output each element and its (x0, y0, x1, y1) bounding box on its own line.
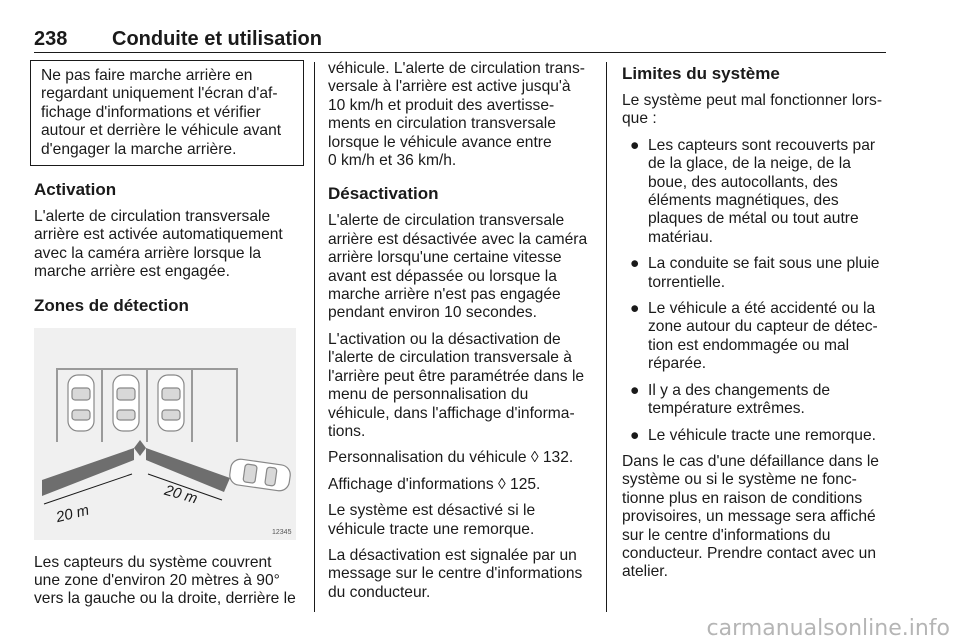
list-item-line: Il y a des changements de (648, 381, 831, 399)
bullet-icon: ● (630, 381, 640, 399)
warning-box (30, 60, 304, 166)
intro-text: lorsque le véhicule avance entre (328, 133, 552, 151)
list-item-line: température extrêmes. (648, 400, 805, 418)
list-item (622, 137, 890, 247)
caption-text: Les capteurs du système couvrent (34, 553, 272, 571)
deactivation-text: arrière est désactivée avec la caméra (328, 230, 588, 248)
warning-line: Ne pas faire marche arrière en (41, 67, 253, 84)
trailer-text: véhicule tracte une remorque. (328, 520, 535, 538)
page-number: 238 (34, 28, 68, 50)
bullet-icon: ● (630, 300, 640, 318)
failure-text: atelier. (622, 563, 668, 581)
column-divider-1 (314, 62, 315, 612)
deactivation-text: avant est dépassée ou lorsque la (328, 267, 557, 285)
intro-text: versale à l'arrière est active jusqu'à (328, 78, 571, 96)
activation-text: arrière est activée automatiquement (34, 226, 283, 244)
parking-illustration (34, 328, 296, 540)
right-distance-label: 20 m (162, 481, 200, 508)
list-item-line: réparée. (648, 355, 707, 373)
column-divider-2 (606, 62, 607, 612)
intro-text: 0 km/h et 36 km/h. (328, 152, 457, 170)
warning-line: d'engager la marche arrière. (41, 140, 237, 158)
intro-text: véhicule. L'alerte de circulation trans- (328, 60, 585, 77)
activation-heading: Activation (34, 180, 117, 200)
list-item-line: Le véhicule tracte une remorque. (648, 426, 876, 444)
zones-heading: Zones de détection (34, 295, 189, 315)
reversing-car-icon (228, 458, 291, 492)
config-text: tions. (328, 422, 366, 440)
list-item (622, 255, 890, 292)
column-2 (328, 60, 594, 602)
deactivation-text: marche arrière n'est pas engagée (328, 286, 561, 304)
left-distance-label: 20 m (54, 501, 91, 526)
deactivation-heading: Désactivation (328, 184, 439, 204)
column-1 (34, 60, 298, 609)
config-text: l'alerte de circulation transversale à (328, 349, 572, 367)
list-item-line: Le véhicule a été accidenté ou la (648, 300, 876, 318)
list-item-line: de la glace, de la neige, de la (648, 155, 851, 173)
parked-car-icon (158, 375, 184, 431)
deactivation-text: pendant environ 10 secondes. (328, 304, 537, 322)
message-text: La désactivation est signalée par un (328, 546, 577, 564)
message-text: du conducteur. (328, 583, 431, 601)
failure-text: système ou si le système ne fonc- (622, 471, 857, 489)
limits-intro: que : (622, 110, 657, 128)
right-detection-zone (146, 448, 230, 492)
column-3 (622, 64, 890, 582)
list-item-line: Les capteurs sont recouverts par (648, 136, 876, 154)
failure-text: tionne plus en raison de conditions (622, 489, 863, 507)
cross-reference: Personnalisation du véhicule ◊ 132. (328, 449, 574, 467)
activation-text: L'alerte de circulation transversale (34, 208, 271, 226)
config-text: menu de personnalisation du (328, 386, 529, 404)
list-item-line: matériau. (648, 228, 714, 246)
list-item-line: tion est endommagée ou mal (648, 336, 850, 354)
list-item-line: zone autour du capteur de détec- (648, 318, 878, 336)
list-item (622, 382, 890, 419)
list-item (622, 300, 890, 374)
config-text: véhicule, dans l'affichage d'informa- (328, 404, 575, 422)
config-text: l'arrière peut être paramétrée dans le (328, 367, 585, 385)
page-title: Conduite et utilisation (112, 28, 322, 50)
list-item (622, 427, 890, 445)
warning-line: regardant uniquement l'écran d'af- (41, 85, 278, 103)
list-item-line: torrentielle. (648, 273, 726, 291)
parked-car-icon (68, 375, 94, 431)
config-text: L'activation ou la désactivation de (328, 330, 561, 348)
figure-code: 12345 (272, 528, 292, 536)
message-text: message sur le centre d'informations (328, 565, 583, 583)
header-rule (34, 52, 886, 53)
failure-text: provisoires, un message sera affiché (622, 508, 876, 526)
trailer-text: Le système est désactivé si le (328, 502, 536, 520)
failure-text: Dans le cas d'une défaillance dans le (622, 452, 879, 470)
limits-heading: Limites du système (622, 64, 780, 83)
failure-text: sur le centre d'informations du (622, 526, 831, 544)
activation-text: avec la caméra arrière lorsque la (34, 244, 262, 262)
activation-text: marche arrière est engagée. (34, 263, 230, 281)
limits-intro: Le système peut mal fonctionner lors- (622, 92, 883, 109)
list-item-line: éléments magnétiques, des (648, 192, 839, 210)
deactivation-text: arrière lorsqu'une certaine vitesse (328, 249, 562, 267)
parked-car-icon (113, 375, 139, 431)
caption-text: vers la gauche ou la droite, derrière le (34, 590, 296, 608)
list-item-line: boue, des autocollants, des (648, 173, 838, 191)
watermark[interactable]: carmanualsonline.info (706, 615, 950, 641)
list-item-line: La conduite se fait sous une pluie (648, 255, 880, 273)
intro-text: 10 km/h et produit des avertisse- (328, 96, 555, 114)
deactivation-text: L'alerte de circulation transversale (328, 212, 565, 230)
list-item-line: plaques de métal ou tout autre (648, 210, 859, 228)
bullet-icon: ● (630, 136, 640, 154)
bullet-icon: ● (630, 426, 640, 444)
warning-line: autour et derrière le véhicule avant (41, 122, 282, 140)
bullet-icon: ● (630, 255, 640, 273)
cross-reference: Affichage d'informations ◊ 125. (328, 475, 541, 493)
intro-text: ments en circulation transversale (328, 115, 556, 133)
detection-zones-figure (34, 328, 296, 540)
caption-text: une zone d'environ 20 mètres à 90° (34, 572, 280, 590)
warning-line: fichage d'informations et vérifier (41, 103, 261, 121)
failure-text: conducteur. Prendre contact avec un (622, 544, 876, 562)
